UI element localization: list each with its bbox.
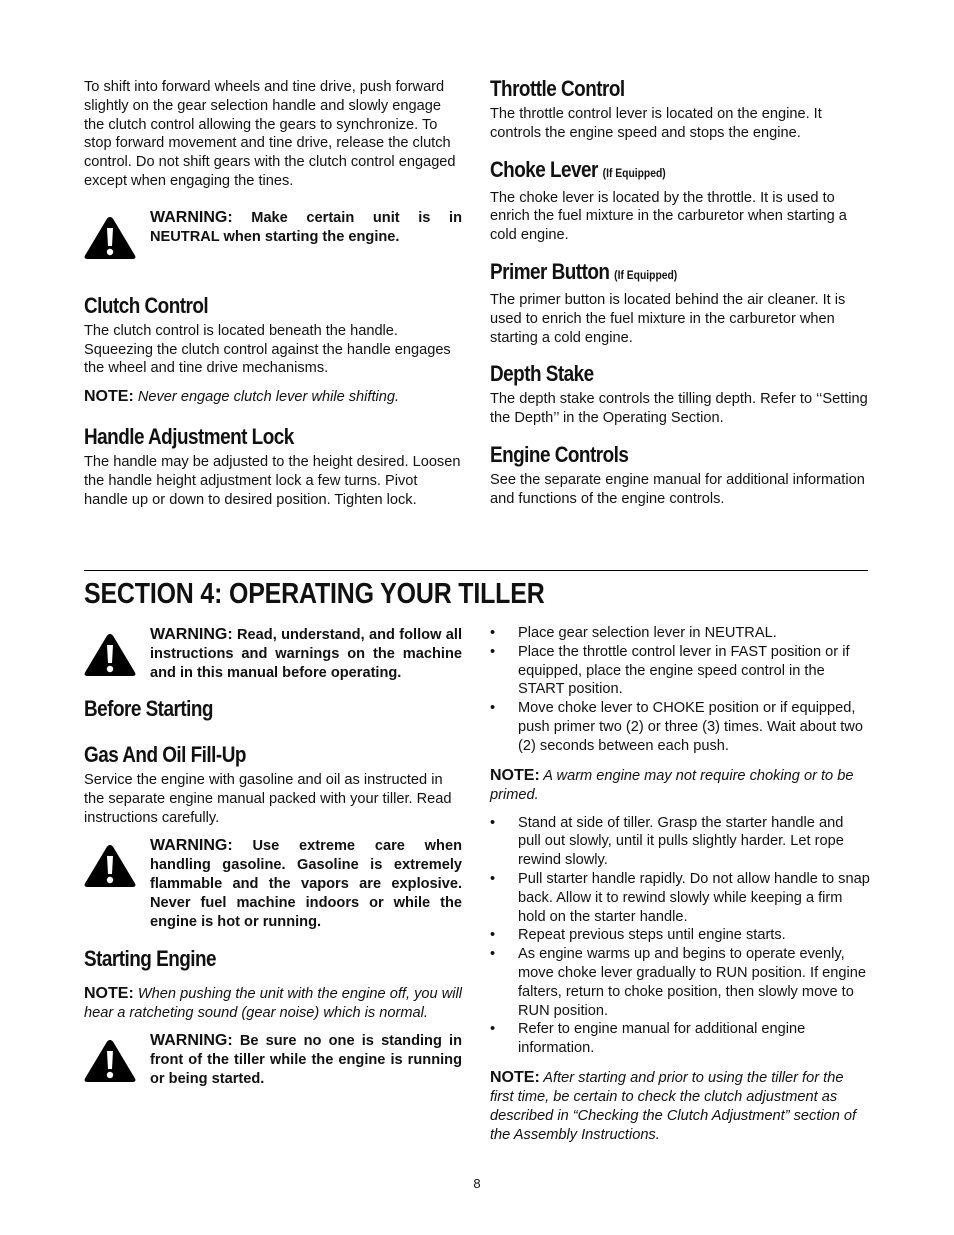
warning-read-instructions [84,625,462,683]
list-item: • Place the throttle control lever in FAST position or if equipped, place the engine speed control in the START position. [490,643,870,699]
intro-paragraph: To shift into forward wheels and tine drive, push forward slightly on the gear selection handle and slowly engage the clutch control allowing the gears to synchronize. To stop forward movement and tine drive, release the clutch control. Do not shift gears with the clutch control engaged except when engaging the tines. [84,79,456,189]
warning-label: WARNING: [150,626,233,643]
starting-note [84,984,462,1023]
note-label: NOTE: [490,1068,540,1086]
warning-text: Use extreme care when handling gasoline. Gasoline is extremely flammable and the vapors are explosive. Never fuel machine indoors or while the engine is hot or running. [150,838,462,931]
heading-engine-controls: Engine Controls [490,441,629,467]
gas-body: Service the engine with gasoline and oil as instructed in the separate engine manual packed with your tiller. Read instructions carefully. [84,772,452,826]
warning-gasoline [84,836,462,932]
primer-title: Primer Button [490,258,610,284]
top-left-column [84,78,462,510]
starting-steps-list-2 [490,814,870,1058]
heading-depth-stake: Depth Stake [490,361,594,387]
note-label: NOTE: [84,985,134,1003]
bottom-right-column [490,624,870,1145]
warning-text: Make certain unit is in NEUTRAL when starting the engine. [150,209,462,245]
list-item: • As engine warms up and begins to operate evenly, move choke lever gradually to RUN position. If engine falters, return to choke position, then slowly move to RUN position. [490,945,870,1020]
after-starting-note [490,1068,870,1145]
warning-no-one-standing [84,1031,462,1089]
heading-primer-button [490,259,817,288]
choke-body: The choke lever is located by the throttle. It is used to enrich the fuel mixture in the carburetor when starting a cold engine. [490,189,847,244]
engine-body: See the separate engine manual for additional information and functions of the engine controls. [490,471,865,507]
clutch-body: The clutch control is located beneath the handle. Squeezing the clutch control against the handle engages the wheel and tine drive mechanisms. [84,322,451,377]
list-item: • Refer to engine manual for additional engine information. [490,1020,870,1058]
warning-label: WARNING: [150,837,233,855]
heading-before-starting: Before Starting [84,696,213,721]
page-number: 8 [473,1176,481,1191]
heading-clutch-control: Clutch Control [84,292,209,318]
choke-title: Choke Lever [490,156,598,182]
list-item: • Place gear selection lever in NEUTRAL. [490,624,870,643]
section-title: SECTION 4: OPERATING YOUR TILLER [84,578,545,610]
warning-triangle-icon [84,1039,136,1083]
list-item: • Repeat previous steps until engine starts. [490,926,870,945]
note-label: NOTE: [490,766,540,784]
choke-qualifier: (If Equipped) [602,165,666,180]
clutch-note [84,387,462,407]
warning-text: Be sure no one is standing in front of the tiller while the engine is running or being started. [150,1033,462,1088]
primer-qualifier: (If Equipped) [614,267,678,282]
list-item: • Stand at side of tiller. Grasp the starter handle and pull out slowly, until it pulls slightly harder. Let rope rewind slowly. [490,814,870,870]
note-text: Never engage clutch lever while shifting. [137,389,400,406]
depth-body: The depth stake controls the tilling depth. Refer to ‘‘Setting the Depth’’ in the Operating Section. [490,391,868,427]
bottom-left-column [84,625,462,1089]
warning-neutral [84,208,462,247]
handle-body: The handle may be adjusted to the height desired. Loosen the handle height adjustment lock a few turns. Pivot handle up or down to desired position. Tighten lock. [84,454,461,508]
list-item: • Pull starter handle rapidly. Do not allow handle to snap back. Allow it to rewind slowly while keeping a firm hold on the starter handle. [490,870,870,926]
top-right-column [490,76,870,509]
starting-steps-list-1 [490,624,870,756]
warning-label: WARNING: [150,1032,233,1050]
primer-body: The primer button is located behind the air cleaner. It is used to enrich the fuel mixture in the carburetor when starting a cold engine. [490,291,846,346]
warning-triangle-icon [84,633,136,677]
note-text: After starting and prior to using the tiller for the first time, be certain to check the clutch adjustment as described in “Checking the Clutch Adjustment” section of the Assembly Instructions. [490,1069,857,1143]
heading-starting-engine: Starting Engine [84,946,217,972]
throttle-body: The throttle control lever is located on the engine. It controls the engine speed and stops the engine. [490,106,822,141]
warm-engine-note [490,766,870,805]
note-text: A warm engine may not require choking or to be primed. [490,767,854,803]
heading-throttle-control: Throttle Control [490,76,625,101]
section-divider [84,570,868,571]
heading-choke-lever [490,157,817,186]
warning-text: Read, understand, and follow all instructions and warnings on the machine and in this manual before operating. [150,627,462,681]
note-text: When pushing the unit with the engine off, you will hear a ratcheting sound (gear noise) which is normal. [84,986,462,1022]
heading-gas-oil-fill-up: Gas And Oil Fill-Up [84,742,246,767]
list-item: • Move choke lever to CHOKE position or if equipped, push primer two (2) or three (3) times. Wait about two (2) seconds between each push. [490,699,870,755]
warning-triangle-icon [84,216,136,260]
warning-label: WARNING: [150,208,233,226]
heading-handle-adjustment-lock: Handle Adjustment Lock [84,424,294,450]
note-label: NOTE: [84,388,134,406]
warning-triangle-icon [84,844,136,888]
